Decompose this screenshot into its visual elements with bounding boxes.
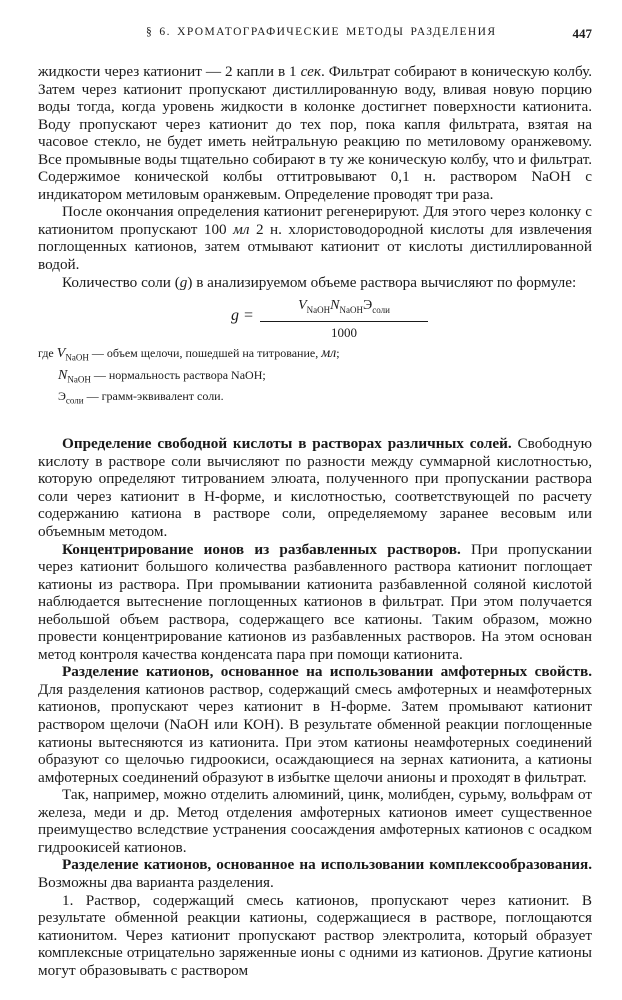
- section-free-acid: Определение свободной кислоты в растворах различных солей. Свободную кислоту в растворе соли вычисляют по разности между суммарной кислотностью, которую определяют титрованием элюата, полученного при пропускании раствора соли через катионит в Н-форме, и кислотностью, соответствующей по расчету содержанию катиона в растворе соли, определяемому заранее весовым или объемным методом.: [38, 435, 593, 541]
- paragraph-filtration: жидкости через катионит — 2 капли в 1 сек. Фильтрат собирают в коническую колбу. Затем через катионит пропускают дистиллированную воду, вливая новую порцию воды тогда, когда уровень жидкости в колонке достигнет поверхности катионита. Воду пропускают через катионит до тех пор, пока капля фильтрата, взятая на часовое стекло, не будет иметь нейтральную реакцию по метиловому оранжевому. Все промывные воды тщательно собирают в ту же коническую колбу, что и фильтрат. Содержимое конической колбы оттитровывают 0,1 н. раствором NaOH с индикатором метиловым оранжевым. Определение проводят три раза.: [38, 63, 592, 203]
- section-concentration: Концентрирование ионов из разбавленных растворов. При пропускании через катионит большого количества разбавленного раствора катионит поглощает катионы из раствора. При промывании катионита разбавленной соляной кислотой наблюдается вытеснение поглощенных катионов в фильтрат. При этом получается небольшой объем раствора, содержащего все катионы. Таким образом, можно провести концентрирование катионов из разбавленных растворов. На этом основан метод контроля качества конденсата пара при помощи катионита.: [38, 540, 592, 663]
- paragraph-salt-quantity: Количество соли (g) в анализируемом объеме раствора вычисляют по формуле:: [62, 273, 577, 291]
- section-heading: Концентрирование ионов из разбавленных растворов.: [62, 540, 461, 558]
- page-number: 447: [572, 26, 592, 41]
- section-complexation: Разделение катионов, основанное на использовании комплексообразования. Возможны два варианта разделения.: [38, 856, 592, 891]
- page-header: [38, 26, 592, 46]
- legend-equivalent: $Э_{соли}$ — грамм-эквивалент соли.: [58, 388, 224, 406]
- page-body: [38, 63, 592, 979]
- paragraph-example: Так, например, можно отделить алюминий, цинк, молибден, сурьму, вольфрам от железа, меди и др. Метод отделения амфотерных катионов имеет существенное преимущество вследствие устранения соосаждения амфотерных катионов с осадком гидроокисей катионов.: [38, 786, 592, 856]
- section-heading: Разделение катионов, основанное на использовании амфотерных свойств.: [62, 663, 592, 681]
- formula-legend: [38, 345, 592, 409]
- salt-formula: [38, 297, 592, 339]
- running-title: § 6. ХРОМАТОГРАФИЧЕСКИЕ МЕТОДЫ РАЗДЕЛЕНИЯ: [146, 26, 497, 38]
- paragraph-variant-one: 1. Раствор, содержащий смесь катионов, пропускают через катионит. В результате обменной реакции катионы, содержащиеся в растворе, поглощаются катионитом. Через катионит пропускают раствор электролита, который образует комплексные отрицательно заряженные ионы с одними из катионов. Другие катионы могут образовывать с раствором: [38, 891, 592, 979]
- formula-numerator: $V_{NaOH}N_{NaOH}Э_{соли}$: [260, 297, 428, 322]
- legend-normality: $N_{NaOH}$ — нормальность раствора NaOH;: [58, 367, 266, 384]
- paragraph-regeneration: После окончания определения катионит регенерируют. Для этого через колонку с катионитом пропускают 100 мл 2 н. хлористоводородной кислоты для извлечения поглощенных катионов, затем отмывают катионит от кислоты дистиллированной водой.: [38, 203, 592, 274]
- formula-fraction: [260, 297, 428, 342]
- section-amphoteric: Разделение катионов, основанное на использовании амфотерных свойств. Для разделения катионов раствор, содержащий смесь амфотерных и неамфотерных катионов, пропускают через катионит в Н-форме. Затем промывают катионит раствором щелочи (NaOH или КОН). В результате обменной реакции поглощенные катионы вытесняются из катионита. При этом катионы неамфотерных соединений образуют со щелочью гидроокиси, осаждающиеся на зернах катионита, а катионы амфотерных соединений образуют в избытке щелочи анионы и проходят в фильтрат.: [38, 663, 592, 786]
- formula-lhs: g =: [231, 307, 254, 325]
- section-heading: Определение свободной кислоты в растворах различных солей.: [62, 435, 512, 453]
- formula-denominator: 1000: [331, 325, 357, 341]
- legend-volume: где $V_{NaOH}$ — объем щелочи, пошедшей на титрование, мл;: [38, 346, 340, 363]
- section-heading: Разделение катионов, основанное на использовании комплексообразования.: [62, 856, 592, 874]
